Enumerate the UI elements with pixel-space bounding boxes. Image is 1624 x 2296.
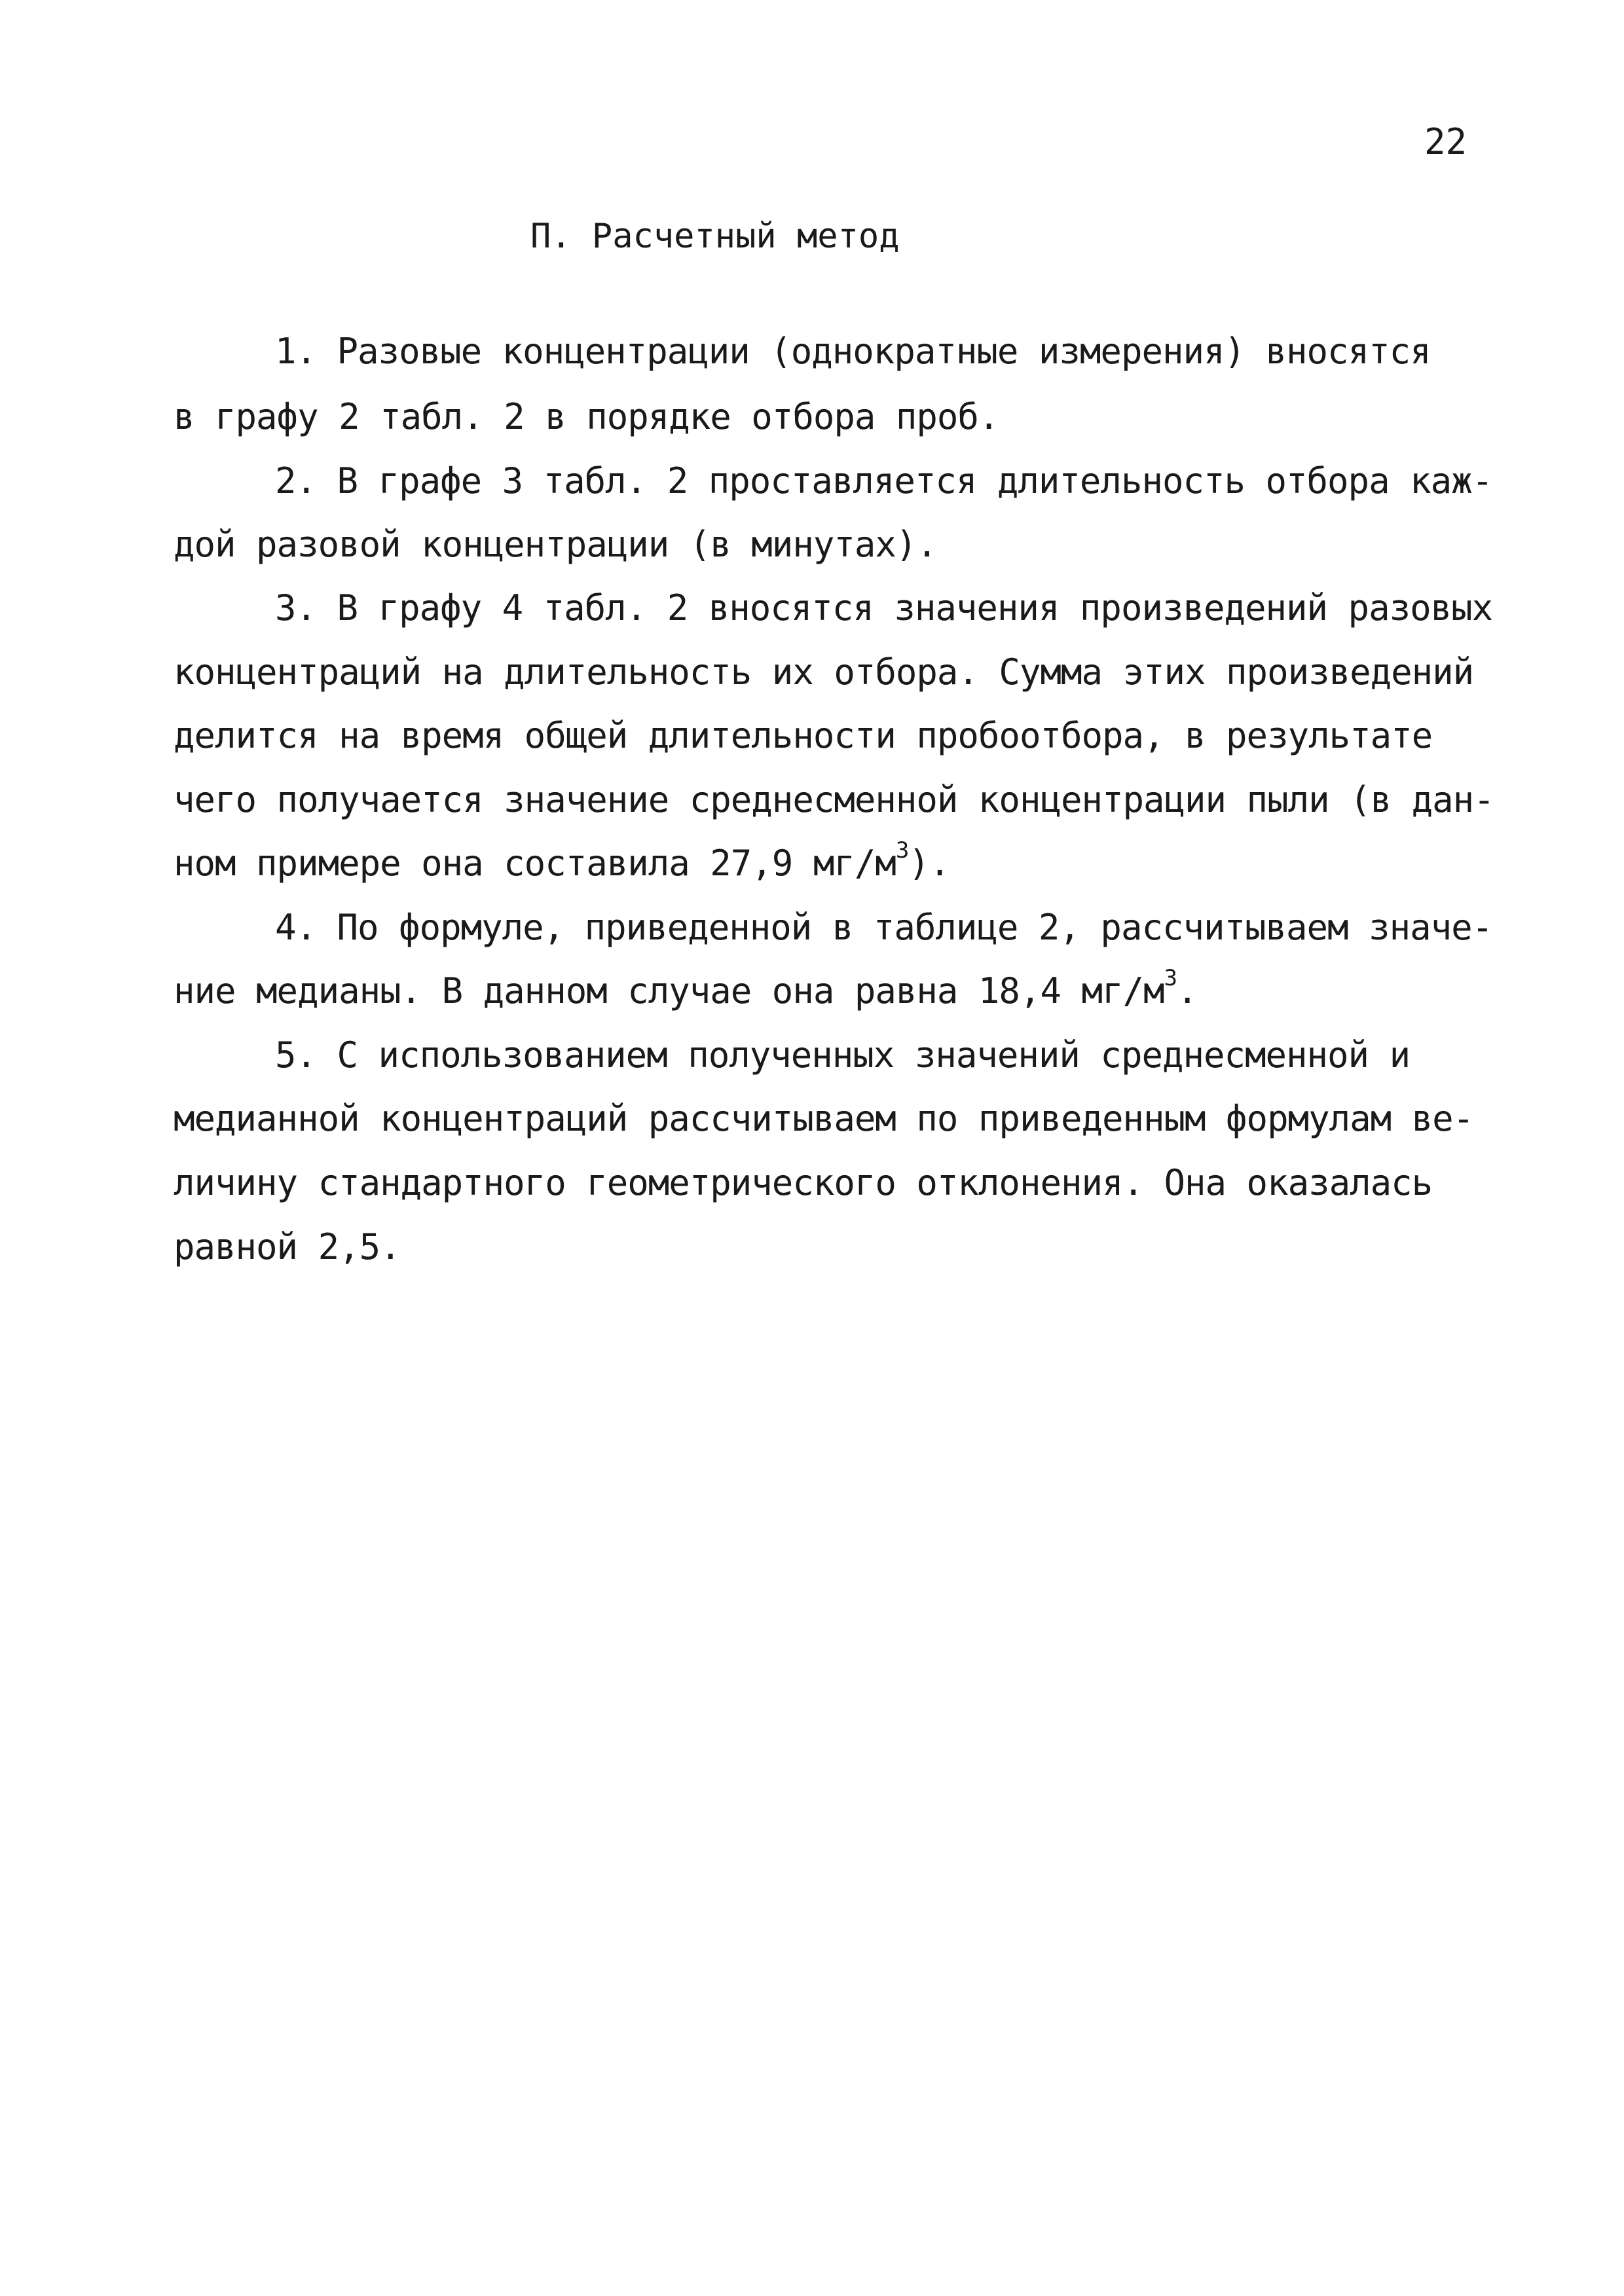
- paragraph-3-line-3: делится на время общей длительности пробоотбора, в результате: [174, 715, 1433, 756]
- paragraph-4-line-2-tail: .: [1177, 970, 1198, 1011]
- paragraph-3-line-2: концентраций на длительность их отбора. Сумма этих произведений: [174, 651, 1474, 693]
- paragraph-5-line-3: личину стандартного геометрического отклонения. Она оказалась: [174, 1162, 1433, 1203]
- paragraph-4-line-1: 4. По формуле, приведенной в таблице 2, рассчитываем значе-: [275, 907, 1493, 948]
- page-number: 22: [1424, 121, 1467, 162]
- paragraph-3-line-5-tail: ).: [908, 843, 950, 884]
- superscript-cube-1: 3: [895, 837, 909, 864]
- paragraph-2-line-1: 2. В графе 3 табл. 2 проставляется длительность отбора каж-: [275, 460, 1493, 501]
- paragraph-3-line-5-text: ном примере она составила 27,9 мг/м: [174, 843, 896, 884]
- paragraph-5-line-1: 5. С использованием полученных значений среднесменной и: [275, 1034, 1411, 1076]
- section-title: П. Расчетный метод: [530, 217, 900, 256]
- paragraph-4-line-2: [174, 965, 1198, 1011]
- paragraph-2-line-2: дой разовой концентрации (в минутах).: [174, 524, 937, 565]
- paragraph-4-line-2-text: ние медианы. В данном случае она равна 18,4 мг/м: [174, 970, 1164, 1011]
- paragraph-3-line-1: 3. В графу 4 табл. 2 вносятся значения произведений разовых: [275, 587, 1493, 629]
- paragraph-1-line-2: в графу 2 табл. 2 в порядке отбора проб.: [174, 396, 999, 437]
- superscript-cube-2: 3: [1164, 965, 1177, 991]
- paragraph-3-line-5: [174, 837, 950, 884]
- paragraph-5-line-4: равной 2,5.: [174, 1226, 401, 1267]
- paragraph-1-line-1: 1. Разовые концентрации (однократные измерения) вносятся: [275, 331, 1431, 372]
- paragraph-5-line-2: медианной концентраций рассчитываем по приведенным формулам ве-: [174, 1098, 1474, 1139]
- paragraph-3-line-4: чего получается значение среднесменной концентрации пыли (в дан-: [174, 779, 1494, 820]
